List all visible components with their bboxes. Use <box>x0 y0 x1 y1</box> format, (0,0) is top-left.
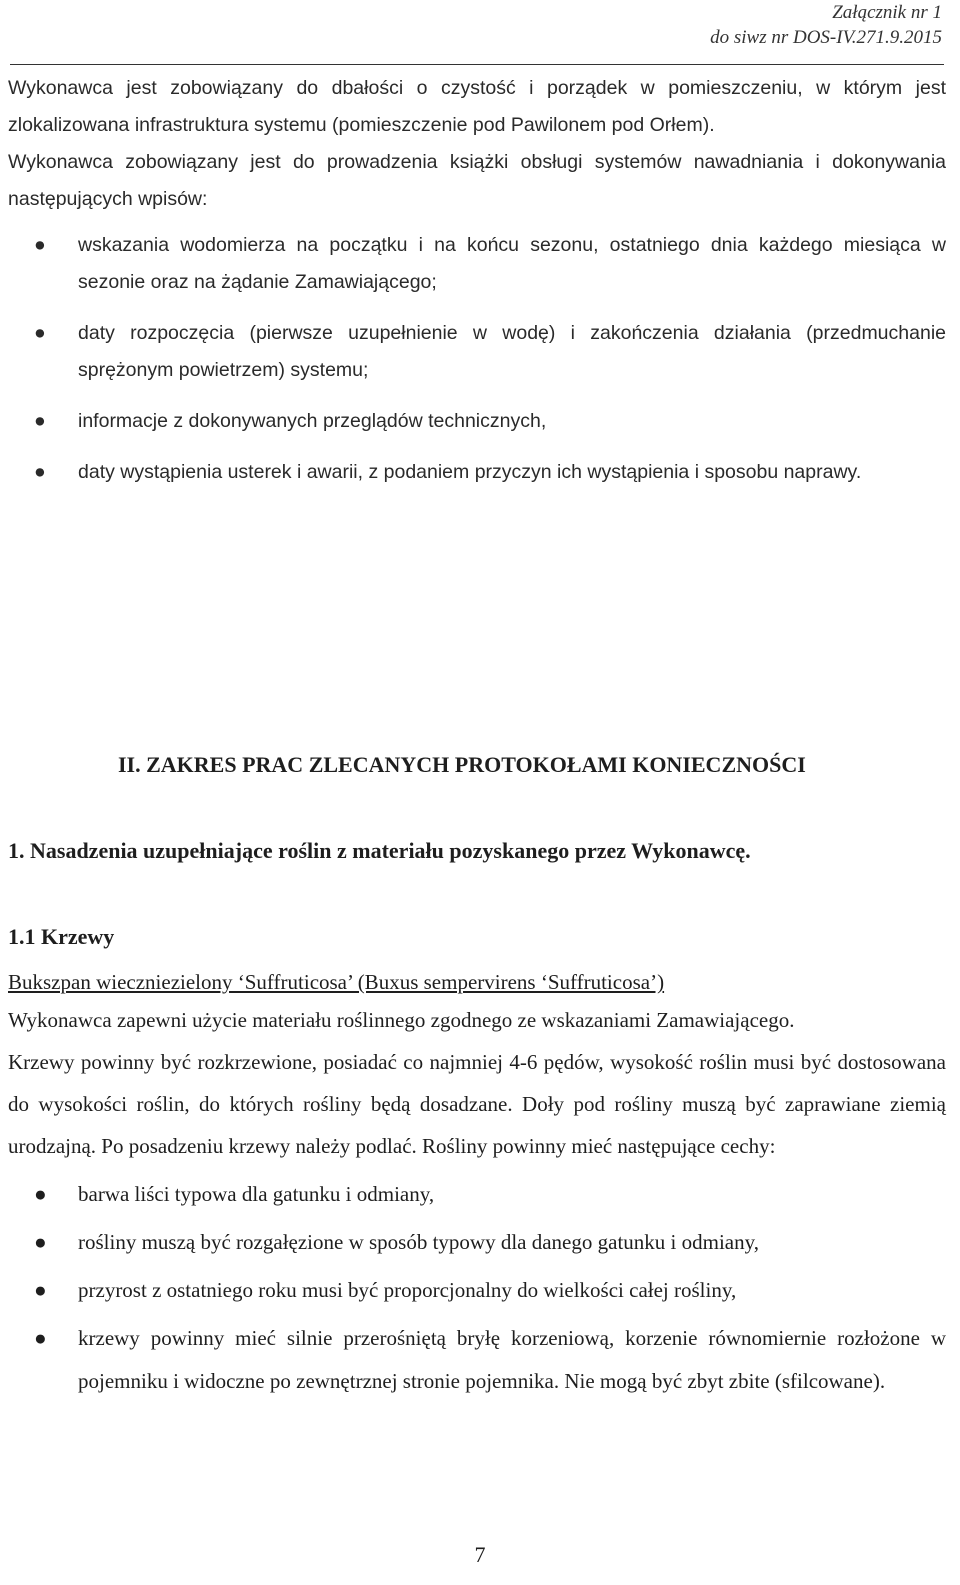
list-item: ● przyrost z ostatniego roku musi być proporcjonalny do wielkości całej rośliny, <box>8 1269 946 1311</box>
bullet-icon: ● <box>34 1326 47 1350</box>
plant-name: Bukszpan wieczniezielony ‘Suffruticosa’ (Buxus sempervirens ‘Suffruticosa’) <box>8 970 665 994</box>
plant-features-list <box>8 1173 946 1403</box>
list-item: ● barwa liści typowa dla gatunku i odmiany, <box>8 1173 946 1215</box>
intro-bullet-list <box>8 227 946 491</box>
bullet-icon: ● <box>34 1182 47 1206</box>
section-paragraph-1: Wykonawca zapewni użycie materiału roślinnego zgodnego ze wskazaniami Zamawiającego. <box>8 1008 795 1032</box>
bullet-icon: ● <box>34 1278 47 1302</box>
subsection-heading: 1.1 Krzewy <box>8 924 115 949</box>
intro-paragraph-2: Wykonawca zobowiązany jest do prowadzenia książki obsługi systemów nawadniania i dokonywania następujących wpisów: <box>8 151 946 210</box>
list-item: ● rośliny muszą być rozgałęzione w sposób typowy dla danego gatunku i odmiany, <box>8 1221 946 1263</box>
list-item: ● daty wystąpienia usterek i awarii, z podaniem przyczyn ich wystąpienia i sposobu naprawy. <box>8 454 946 491</box>
list-item: ● informacje z dokonywanych przeglądów technicznych, <box>8 403 946 440</box>
bullet-icon: ● <box>34 1230 47 1254</box>
subsection-title: 1. Nasadzenia uzupełniające roślin z materiału pozyskanego przez Wykonawcę. <box>8 838 751 863</box>
header-attachment: Załącznik nr 1 <box>832 2 942 23</box>
section-title: II. ZAKRES PRAC ZLECANYCH PROTOKOŁAMI KONIECZNOŚCI <box>118 752 806 777</box>
list-item: ● wskazania wodomierza na początku i na końcu sezonu, ostatniego dnia każdego miesiąca w sezonie oraz na żądanie Zamawiającego; <box>8 227 946 301</box>
list-item: ● daty rozpoczęcia (pierwsze uzupełnienie w wodę) i zakończenia działania (przedmuchanie sprężonym powietrzem) systemu; <box>8 315 946 389</box>
page-number: 7 <box>474 1542 486 1567</box>
list-item: ● krzewy powinny mieć silnie przerośniętą bryłę korzeniową, korzenie równomiernie rozłożone w pojemniku i widoczne po zewnętrznej stronie pojemnika. Nie mogą być zbyt zbite (sfilcowane). <box>8 1317 946 1403</box>
bullet-icon: ● <box>34 461 46 483</box>
bullet-icon: ● <box>34 234 46 256</box>
section-paragraph-2: Krzewy powinny być rozkrzewione, posiadać co najmniej 4-6 pędów, wysokość roślin musi być dostosowana do wysokości roślin, do których rośliny będą dosadzane. Doły pod rośliny muszą być zaprawiane ziemią urodzajną. Po posadzeniu krzewy należy podlać. Rośliny powinny mieć następujące cechy: <box>8 1050 946 1158</box>
bullet-icon: ● <box>34 322 46 344</box>
section-body <box>8 964 946 1403</box>
header-divider <box>10 64 944 65</box>
header-reference: do siwz nr DOS-IV.271.9.2015 <box>710 27 942 48</box>
bullet-icon: ● <box>34 410 46 432</box>
intro-paragraph-1: Wykonawca jest zobowiązany do dbałości o czystość i porządek w pomieszczeniu, w którym jest zlokalizowana infrastruktura systemu (pomieszczenie pod Pawilonem pod Orłem). <box>8 77 946 136</box>
intro-section <box>8 70 946 491</box>
page-header <box>710 0 942 50</box>
